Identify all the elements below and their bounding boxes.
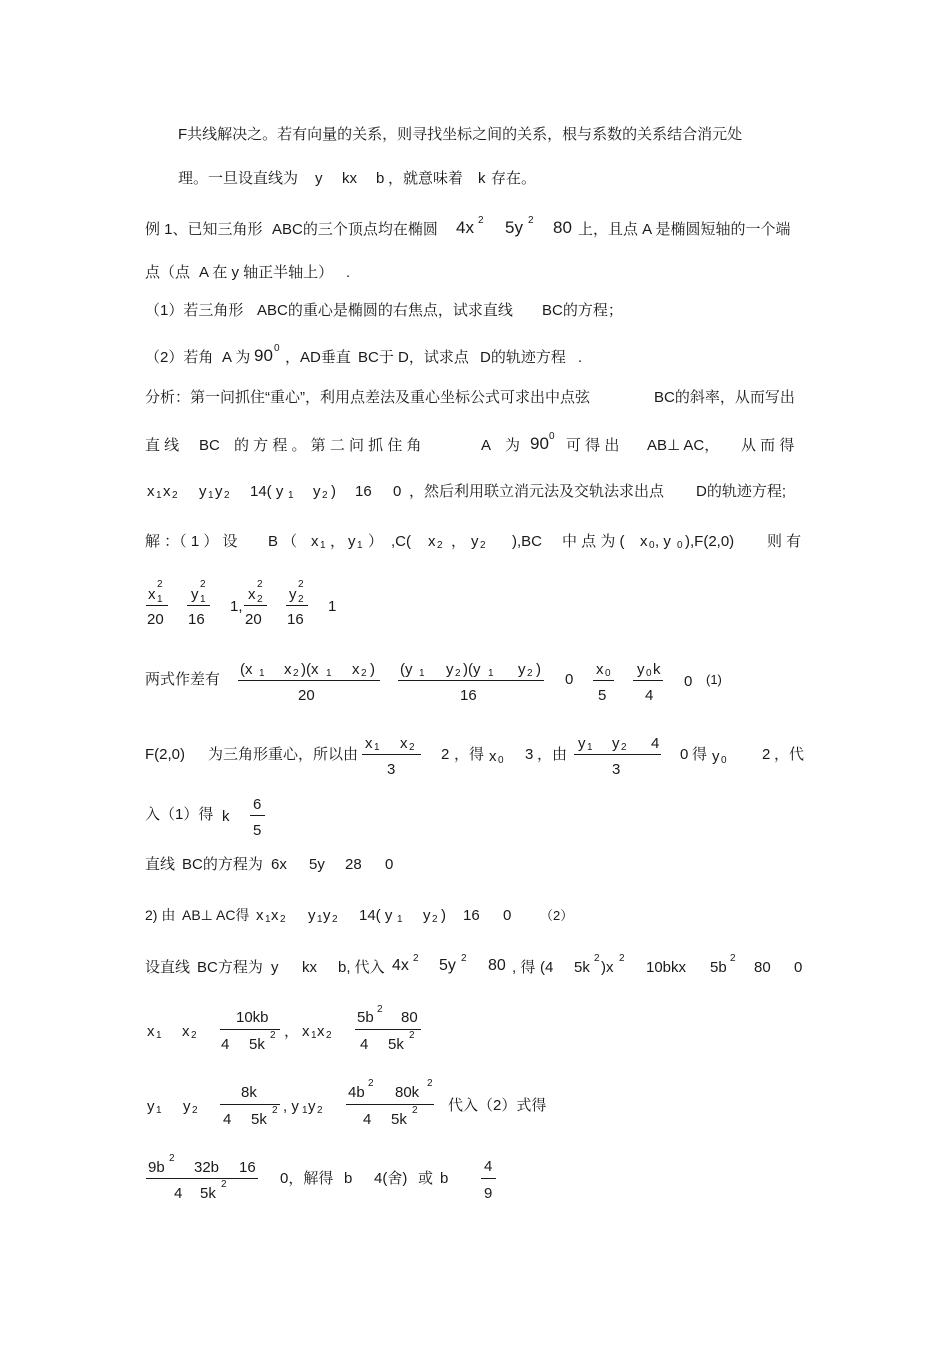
math-var: kx xyxy=(302,959,317,976)
math-var: y xyxy=(637,661,645,678)
math-num: 4 xyxy=(484,1158,493,1175)
math-sub: 2 xyxy=(361,668,367,679)
fraction-bar xyxy=(593,680,614,681)
math-sub: 1 xyxy=(320,540,326,551)
math-var: x xyxy=(489,748,497,765)
text-analysis: 直 线 xyxy=(145,437,180,454)
math-var: y xyxy=(215,483,223,500)
math-var: y xyxy=(712,748,720,765)
text-example: A 在 y 轴正半轴上） xyxy=(199,264,334,281)
math-expr: 5k xyxy=(251,1111,267,1128)
math-var: y xyxy=(578,735,586,752)
math-num: 4 xyxy=(651,735,660,752)
math-expr: 4(舍) xyxy=(374,1170,408,1187)
math-expr: 5k xyxy=(574,959,590,976)
math-sub: 1 xyxy=(156,490,162,501)
math-num: 16 xyxy=(287,611,304,628)
math-num: 3 xyxy=(387,761,396,778)
math-expr: 9b xyxy=(148,1159,165,1176)
math-kx: kx xyxy=(342,170,357,187)
math-paren: ) xyxy=(441,907,446,924)
text-solution: 入（1）得 xyxy=(145,806,214,823)
text-solution: 解 ：（ 1 ） 设 xyxy=(145,533,238,550)
text-solution: ， xyxy=(451,533,467,550)
math-num: 0 xyxy=(393,483,402,500)
math-num: 16 xyxy=(239,1159,256,1176)
fraction-bar xyxy=(346,1104,434,1105)
math-sub: 1 xyxy=(156,1030,162,1041)
text-solution: ),F(2,0) xyxy=(685,533,735,550)
math-num: 5 xyxy=(598,687,607,704)
math-sub: 1 xyxy=(397,914,403,925)
math-var: x xyxy=(640,533,648,550)
text-question-1: ABC的重心是椭圆的右焦点，试求直线 xyxy=(257,302,513,319)
math-sup: 2 xyxy=(412,1105,418,1116)
math-var: x xyxy=(284,661,292,678)
math-sup: 0 xyxy=(274,343,280,354)
math-sub: 2 xyxy=(257,594,263,605)
text-question-2: BC于 D，试求点 xyxy=(358,349,469,366)
text-intro: 存在。 xyxy=(491,170,537,187)
math-num: 20 xyxy=(245,611,262,628)
fraction-bar xyxy=(574,754,661,755)
text-analysis: AB⊥ AC， xyxy=(647,437,720,454)
math-num: 0 xyxy=(565,671,574,688)
math-expr: 8k xyxy=(241,1084,257,1101)
math-sub: 1 xyxy=(200,594,206,605)
text-example: ABC的三个顶点均在椭圆 xyxy=(272,221,438,238)
math-sup: 2 xyxy=(270,1030,276,1041)
math-y: y xyxy=(315,170,323,187)
math-sub: 1 xyxy=(326,668,332,679)
text-solution: ） xyxy=(368,533,384,550)
math-var: y xyxy=(308,1098,316,1115)
math-5y: 5y xyxy=(505,218,523,237)
math-var: x xyxy=(317,1023,325,1040)
math-sub: 2 xyxy=(298,594,304,605)
math-var: y xyxy=(323,907,331,924)
fraction-bar xyxy=(250,815,265,816)
math-num: 4 xyxy=(360,1036,369,1053)
math-expr: )(y xyxy=(463,661,481,678)
math-sub: 1 xyxy=(288,490,294,501)
math-sub: 2 xyxy=(409,742,415,753)
text-solution: F(2,0) xyxy=(145,746,186,763)
math-num: 16 xyxy=(355,483,372,500)
math-sub: 0 xyxy=(605,668,611,679)
math-sup: 2 xyxy=(257,579,263,590)
text-period: . xyxy=(346,264,351,281)
math-sub: 1 xyxy=(374,742,380,753)
text-solution: 或 xyxy=(418,1170,434,1187)
math-num: 20 xyxy=(298,687,315,704)
math-sub: 1 xyxy=(317,914,323,925)
fraction-bar xyxy=(238,680,380,681)
math-num: 1 xyxy=(328,598,337,615)
math-num: 16 xyxy=(463,907,480,924)
math-num: 16 xyxy=(188,611,205,628)
math-sub: 1 xyxy=(259,668,265,679)
math-sub: 0 xyxy=(677,540,683,551)
math-num: 4 xyxy=(174,1185,183,1202)
math-sup: 2 xyxy=(409,1030,415,1041)
math-sub: 2 xyxy=(621,742,627,753)
math-var: x xyxy=(182,1023,190,1040)
text-solution: b, 代入 xyxy=(338,959,385,976)
math-sup: 2 xyxy=(377,1004,383,1015)
text-solution: 为三角形重心，所以由 xyxy=(208,746,359,763)
math-sub: 0 xyxy=(649,540,655,551)
text-solution: BC方程为 xyxy=(197,959,263,976)
math-num: 5 xyxy=(253,822,262,839)
math-num: 3 xyxy=(612,761,621,778)
math-num: 80 xyxy=(488,957,506,974)
math-var: y xyxy=(446,661,454,678)
fraction-bar xyxy=(481,1178,496,1179)
math-num: 1, xyxy=(230,598,243,615)
text-analysis: 的 方 程 。 第 二 问 抓 住 角 xyxy=(234,437,422,454)
math-num: 4 xyxy=(221,1036,230,1053)
math-expr: (4 xyxy=(540,959,554,976)
text-solution: 直线 xyxy=(145,856,176,873)
math-var: y xyxy=(191,586,199,603)
text-example-title: 例 1、已知三角形 xyxy=(145,221,263,238)
text-solution: 0，解得 xyxy=(280,1170,334,1187)
text-solution: 2) 由 xyxy=(145,907,176,923)
math-sub: 2 xyxy=(480,540,486,551)
math-var: y xyxy=(423,907,431,924)
math-expr: 5k xyxy=(200,1185,216,1202)
math-sub: 1 xyxy=(208,490,214,501)
fraction-bar xyxy=(146,1178,258,1179)
fraction-bar xyxy=(398,680,544,681)
equation-label: （2） xyxy=(540,908,574,923)
math-expr: )(x xyxy=(301,661,319,678)
math-sub: 1 xyxy=(311,1030,317,1041)
math-var: x xyxy=(365,735,373,752)
text-analysis: 可 得 出 xyxy=(566,437,620,454)
math-sub: 2 xyxy=(332,914,338,925)
math-var: b xyxy=(344,1170,353,1187)
math-expr: )x xyxy=(601,959,614,976)
math-sup: 2 xyxy=(594,953,600,964)
math-var: y xyxy=(147,1098,155,1115)
math-var: x xyxy=(271,907,279,924)
math-var: k xyxy=(222,808,230,825)
math-b: b xyxy=(376,170,385,187)
math-num: 0 xyxy=(794,959,803,976)
math-expr: 14( y xyxy=(359,907,393,924)
text-analysis: ，然后利用联立消元法及交轨法求出点 xyxy=(409,483,665,500)
text-question-2: ，AD垂直 xyxy=(285,349,351,366)
math-sub: 2 xyxy=(527,668,533,679)
math-sub: 0 xyxy=(721,755,727,766)
text-solution: ),BC xyxy=(512,533,542,550)
text-question-2: A 为 xyxy=(222,349,251,366)
text-solution: ，得 xyxy=(454,746,485,763)
math-num: 3 xyxy=(525,746,534,763)
math-paren: ) xyxy=(370,661,375,678)
math-var: y xyxy=(308,907,316,924)
math-sub: 0 xyxy=(646,668,652,679)
math-expr: 32b xyxy=(194,1159,220,1176)
math-sub: 1 xyxy=(419,668,425,679)
math-sub: 2 xyxy=(224,490,230,501)
math-var: x xyxy=(428,533,436,550)
math-sub: 2 xyxy=(293,668,299,679)
math-expr: 80k xyxy=(395,1084,420,1101)
text-solution: , 得 xyxy=(512,959,536,976)
math-expr: 5y xyxy=(439,957,456,974)
math-sub: 2 xyxy=(172,490,178,501)
text-solution: B （ xyxy=(268,533,298,550)
math-var: y xyxy=(313,483,321,500)
text-solution: ，由 xyxy=(537,746,568,763)
math-num: 28 xyxy=(345,856,362,873)
math-paren: ) xyxy=(536,661,541,678)
text-example: 上，且点 A 是椭圆短轴的一个端 xyxy=(578,221,791,238)
math-var: x xyxy=(147,1023,155,1040)
math-sub: 2 xyxy=(326,1030,332,1041)
math-expr: (y xyxy=(400,661,413,678)
math-sup: 2 xyxy=(478,215,484,226)
math-sub: 2 xyxy=(317,1105,323,1116)
math-sub: 2 xyxy=(280,914,286,925)
text-intro-line1: F共线解决之。若有向量的关系，则寻找坐标之间的关系，根与系数的关系结合消元处 xyxy=(178,126,743,143)
math-var: b xyxy=(440,1170,449,1187)
fraction-bar xyxy=(633,680,663,681)
text-solution: AB⊥ AC得 xyxy=(182,907,250,923)
math-sub: 2 xyxy=(322,490,328,501)
math-var: x xyxy=(596,661,604,678)
math-var: x xyxy=(248,586,256,603)
math-num: 0 xyxy=(684,673,693,690)
math-expr: 4b xyxy=(348,1084,365,1101)
math-var: y xyxy=(183,1098,191,1115)
text-solution: 则 有 xyxy=(767,533,802,550)
text-question-1: （1）若三角形 xyxy=(145,302,244,319)
math-90: 90 xyxy=(530,434,549,453)
math-var: y xyxy=(471,533,479,550)
math-sup: 2 xyxy=(169,1153,175,1164)
equation-label: (1) xyxy=(706,672,722,687)
text-analysis: 从 而 得 xyxy=(741,437,795,454)
math-sup: 2 xyxy=(368,1078,374,1089)
math-num: 0 xyxy=(503,907,512,924)
text-intro-line2: 理。一旦设直线为 xyxy=(178,170,299,187)
text-analysis: A xyxy=(481,437,492,454)
math-num: 16 xyxy=(460,687,477,704)
math-var: x xyxy=(147,483,155,500)
math-num: 4 xyxy=(223,1111,232,1128)
fraction-bar xyxy=(187,605,210,606)
math-sub: 1 xyxy=(587,742,593,753)
text-solution: ，代 xyxy=(774,746,805,763)
math-num: 6 xyxy=(253,796,262,813)
math-num: 2 xyxy=(762,746,771,763)
math-var: x xyxy=(163,483,171,500)
math-sub: 1 xyxy=(302,1105,308,1116)
math-num: 80 xyxy=(401,1009,418,1026)
math-sub: 1 xyxy=(157,594,163,605)
math-var: y xyxy=(348,533,356,550)
math-var: x xyxy=(352,661,360,678)
math-sup: 2 xyxy=(272,1105,278,1116)
math-sup: 2 xyxy=(157,579,163,590)
text-question-2: （2）若角 xyxy=(145,349,214,366)
text-question-1: BC的方程； xyxy=(542,302,623,319)
math-sup: 0 xyxy=(549,431,555,442)
math-expr: (x xyxy=(240,661,253,678)
text-solution: ， xyxy=(284,1023,300,1040)
math-var: , y xyxy=(283,1098,299,1115)
math-var: y xyxy=(271,959,279,976)
text-period: . xyxy=(578,349,583,366)
math-sup: 2 xyxy=(413,953,419,964)
math-var: k xyxy=(653,661,661,678)
math-expr: 5b xyxy=(357,1009,374,1026)
text-solution: BC的方程为 xyxy=(182,856,263,873)
math-var: y xyxy=(518,661,526,678)
math-num: 9 xyxy=(484,1185,493,1202)
math-var: x xyxy=(400,735,408,752)
text-solution: ， xyxy=(330,533,346,550)
math-expr: 5y xyxy=(309,856,325,873)
text-question-2: D的轨迹方程 xyxy=(480,349,566,366)
math-k: k xyxy=(478,170,486,187)
text-solution: 得 xyxy=(692,746,708,763)
math-num: 80 xyxy=(754,959,771,976)
math-sup: 2 xyxy=(221,1179,227,1190)
math-expr: 14( y xyxy=(250,483,284,500)
math-sub: 1 xyxy=(357,540,363,551)
math-num: 4 xyxy=(363,1111,372,1128)
text-analysis: BC xyxy=(199,437,220,454)
text-solution: 代入（2）式得 xyxy=(448,1097,547,1114)
math-var: y xyxy=(199,483,207,500)
math-var: x xyxy=(302,1023,310,1040)
math-num: 0 xyxy=(385,856,394,873)
math-sub: 2 xyxy=(432,914,438,925)
math-sup: 2 xyxy=(619,953,625,964)
math-sup: 2 xyxy=(427,1078,433,1089)
math-var: x xyxy=(311,533,319,550)
math-num: 4 xyxy=(645,687,654,704)
math-sub: 1 xyxy=(265,914,271,925)
math-var: x xyxy=(256,907,264,924)
math-sup: 2 xyxy=(461,953,467,964)
math-expr: 5k xyxy=(391,1111,407,1128)
math-paren: ) xyxy=(331,483,336,500)
math-num: 0 xyxy=(680,746,689,763)
math-sup: 2 xyxy=(528,215,534,226)
math-sub: 2 xyxy=(437,540,443,551)
math-var: y xyxy=(289,586,297,603)
math-sub: 1 xyxy=(488,668,494,679)
text-label: 两式作差有 xyxy=(145,671,221,688)
math-expr: 10bkx xyxy=(646,959,687,976)
text-intro: ，就意味着 xyxy=(388,170,464,187)
text-solution: 中 点 为 ( xyxy=(562,533,625,550)
math-expr: 4x xyxy=(392,957,409,974)
text-analysis: 分析：第一问抓住“重心”，利用点差法及重心坐标公式可求出中点弦 xyxy=(145,389,590,406)
math-var: y xyxy=(612,735,620,752)
math-90: 90 xyxy=(254,346,273,365)
math-sub: 2 xyxy=(192,1105,198,1116)
math-sup: 2 xyxy=(298,579,304,590)
math-num: 2 xyxy=(441,746,450,763)
math-sup: 2 xyxy=(730,953,736,964)
math-expr: 5k xyxy=(388,1036,404,1053)
math-var: , y xyxy=(655,533,671,550)
math-sup: 2 xyxy=(200,579,206,590)
fraction-bar xyxy=(244,605,267,606)
math-80: 80 xyxy=(553,218,572,237)
fraction-bar xyxy=(146,605,168,606)
math-expr: 6x xyxy=(271,856,287,873)
math-sub: 0 xyxy=(498,755,504,766)
math-expr: 5b xyxy=(710,959,727,976)
text-analysis: BC的斜率，从而写出 xyxy=(654,389,795,406)
math-var: x xyxy=(148,586,156,603)
math-expr: 10kb xyxy=(236,1009,269,1026)
text-analysis: D的轨迹方程; xyxy=(696,483,787,500)
fraction-bar xyxy=(220,1104,280,1105)
math-sub: 1 xyxy=(156,1105,162,1116)
text-solution: ,C( xyxy=(391,533,411,550)
fraction-bar xyxy=(362,754,421,755)
math-sub: 2 xyxy=(455,668,461,679)
math-sub: 2 xyxy=(191,1030,197,1041)
text-solution: 设直线 xyxy=(145,959,191,976)
math-expr: 5k xyxy=(249,1036,265,1053)
text-analysis: 为 xyxy=(505,437,521,454)
text-example: 点（点 xyxy=(145,264,191,281)
math-num: 20 xyxy=(147,611,164,628)
math-4x: 4x xyxy=(456,218,474,237)
fraction-bar xyxy=(286,605,308,606)
